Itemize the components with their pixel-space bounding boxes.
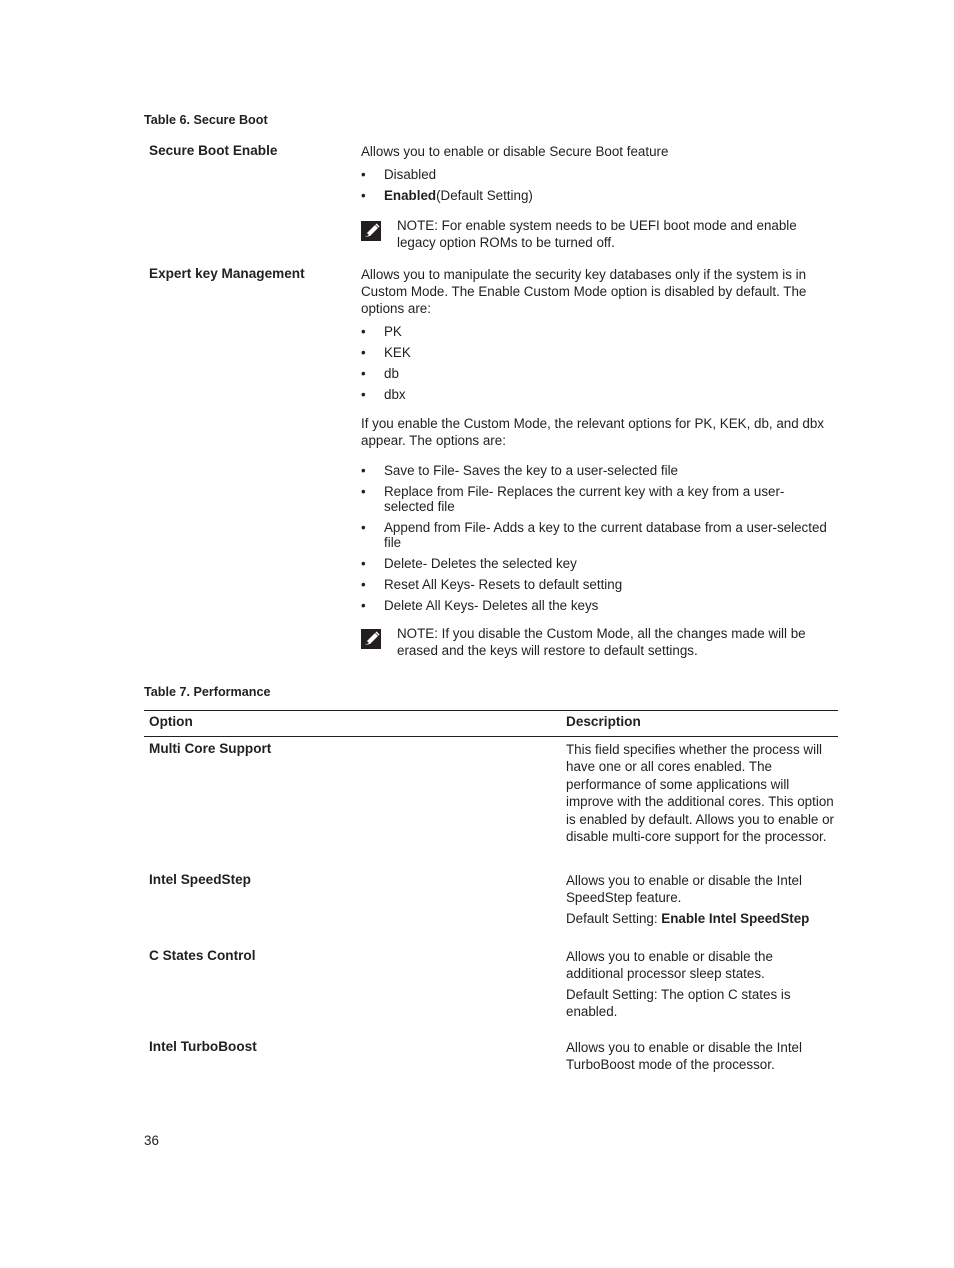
table-top-rule <box>144 710 838 711</box>
list-item: • Append from File- Adds a key to the current database from a user-selected file <box>361 520 831 550</box>
intel-speedstep-desc: Allows you to enable or disable the Intel SpeedStep feature. <box>566 873 802 905</box>
list-item: • Enabled(Default Setting) <box>361 188 831 203</box>
column-header-option: Option <box>149 714 193 729</box>
option-secure-boot-enable: Secure Boot Enable <box>149 143 278 158</box>
note-pencil-icon <box>361 221 383 243</box>
list-item: • Delete All Keys- Deletes all the keys <box>361 598 831 613</box>
list-item: • KEK <box>361 345 831 360</box>
multi-core-support-desc: This field specifies whether the process will have one or all cores enabled. The performance of some applications will improve with the additional cores. This option is enabled by default. Allows you to enable or disable multi-core support for the processor. <box>566 742 834 845</box>
c-states-control-desc: Allows you to enable or disable the additional processor sleep states. <box>566 949 773 981</box>
list-item: • Save to File- Saves the key to a user-selected file <box>361 463 831 478</box>
page-number: 36 <box>144 1133 159 1148</box>
option-intel-turboboost: Intel TurboBoost <box>149 1039 257 1054</box>
secure-boot-enable-intro: Allows you to enable or disable Secure Boot feature <box>361 144 669 159</box>
list-item: • Reset All Keys- Resets to default setting <box>361 577 831 592</box>
list-item: • PK <box>361 324 831 339</box>
list-item: • Delete- Deletes the selected key <box>361 556 831 571</box>
list-item: • db <box>361 366 831 381</box>
option-intel-speedstep: Intel SpeedStep <box>149 872 251 887</box>
secure-boot-enable-list <box>361 167 831 203</box>
column-header-description: Description <box>566 714 641 729</box>
custom-mode-note: NOTE: If you disable the Custom Mode, all the changes made will be erased and the keys will restore to default settings. <box>397 626 806 658</box>
key-database-list <box>361 324 831 402</box>
table-7-caption: Table 7. Performance <box>144 685 271 699</box>
table-6-caption: Table 6. Secure Boot <box>144 113 268 127</box>
expert-key-intro: Allows you to manipulate the security key databases only if the system is in Custom Mode. The Enable Custom Mode option is disabled by default. The options are: <box>361 267 807 316</box>
note-pencil-icon <box>361 629 383 651</box>
custom-mode-options-list <box>361 463 831 613</box>
c-states-control-default: Default Setting: The option C states is enabled. <box>566 987 791 1019</box>
option-c-states-control: C States Control <box>149 948 256 963</box>
option-expert-key-management: Expert key Management <box>149 266 305 281</box>
intel-turboboost-desc: Allows you to enable or disable the Intel TurboBoost mode of the processor. <box>566 1040 802 1072</box>
list-item: • dbx <box>361 387 831 402</box>
option-multi-core-support: Multi Core Support <box>149 741 272 756</box>
intel-speedstep-default: Default Setting: Enable Intel SpeedStep <box>566 911 810 926</box>
list-item: • Replace from File- Replaces the current key with a key from a user-selected file <box>361 484 831 514</box>
list-item: • Disabled <box>361 167 831 182</box>
secure-boot-enable-note: NOTE: For enable system needs to be UEFI boot mode and enable legacy option ROMs to be turned off. <box>397 218 797 250</box>
table-header-rule <box>144 736 838 737</box>
custom-mode-paragraph: If you enable the Custom Mode, the relevant options for PK, KEK, db, and dbx appear. The options are: <box>361 416 824 448</box>
